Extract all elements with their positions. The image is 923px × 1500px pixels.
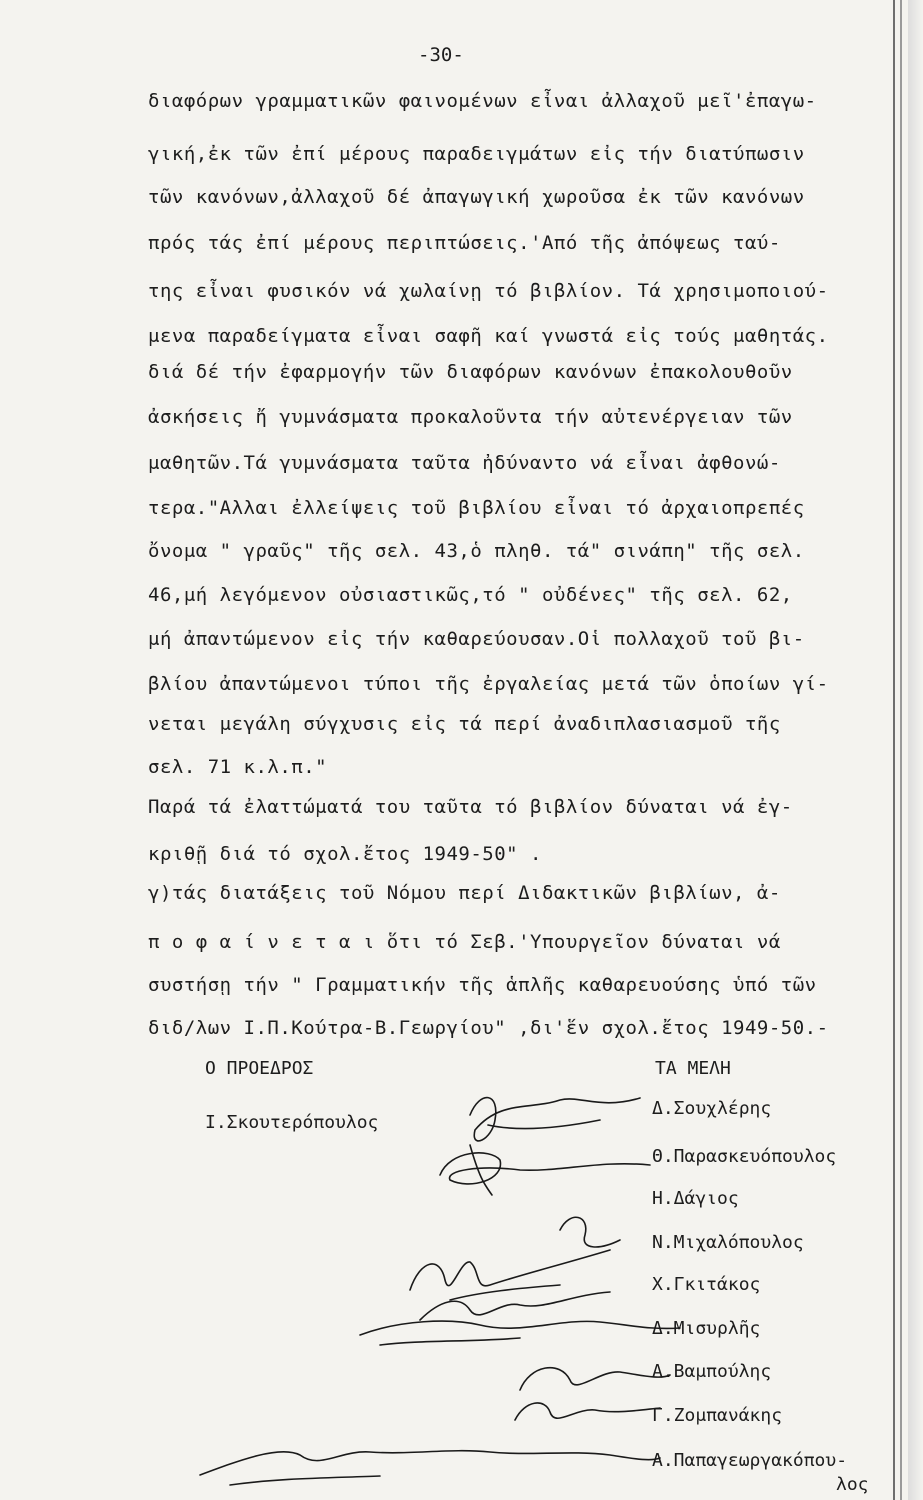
signature-vampoulis bbox=[520, 1368, 670, 1390]
body-line: συστήσῃ τήν " Γραμματικήν τῆς ἁπλῆς καθαρευούσης ὑπό τῶν bbox=[148, 974, 817, 996]
member-name: Χ.Γκιτάκος bbox=[652, 1274, 761, 1295]
member-name: Δ.Μισυρλῆς bbox=[652, 1318, 761, 1339]
signature-souchleris bbox=[470, 1098, 640, 1141]
signature-paraskevopoulos bbox=[440, 1145, 650, 1195]
body-line: διδ/λων Ι.Π.Κούτρα-Β.Γεωργίου" ,δι'ἕν σχολ.ἔτος 1949-50.- bbox=[148, 1017, 829, 1039]
member-name: Α.Βαμπούλης bbox=[652, 1361, 772, 1382]
body-line: μή ἀπαντώμενον εἰς τήν καθαρεύουσαν.Οἱ πολλαχοῦ τοῦ βι- bbox=[148, 628, 805, 650]
signature-dagios bbox=[560, 1217, 620, 1247]
signature-michalopoulos bbox=[410, 1250, 610, 1300]
signature-papageorgakopoulos bbox=[200, 1451, 660, 1485]
page-edge-line bbox=[900, 0, 902, 1500]
member-name: Η.Δάγιος bbox=[652, 1188, 739, 1209]
body-line: ἀσκήσεις ἤ γυμνάσματα προκαλοῦντα τήν αὐτενέργειαν τῶν bbox=[148, 406, 793, 428]
body-line: κριθῇ διά τό σχολ.ἔτος 1949-50" . bbox=[148, 843, 542, 865]
member-name: Ν.Μιχαλόπουλος bbox=[652, 1232, 804, 1253]
body-line: τῶν κανόνων,ἀλλαχοῦ δέ ἀπαγωγική χωροῦσα ἐκ τῶν κανόνων bbox=[148, 186, 805, 208]
body-line: βλίου ἀπαντώμενοι τύποι τῆς ἐργαλείας μετά τῶν ὁποίων γί- bbox=[148, 673, 829, 695]
body-line: μενα παραδείγματα εἶναι σαφῆ καί γνωστά εἰς τούς μαθητάς. bbox=[148, 325, 829, 347]
body-line: Παρά τά ἐλαττώματά του ταῦτα τό βιβλίον δύναται νά ἐγ- bbox=[148, 796, 793, 818]
body-line: 46,μή λεγόμενον οὐσιαστικῶς,τό " οὐδένες" τῆς σελ. 62, bbox=[148, 584, 793, 606]
body-line: διαφόρων γραμματικῶν φαινομένων εἶναι ἀλλαχοῦ μεῖ'ἐπαγω- bbox=[148, 90, 817, 112]
signature-gkitakos bbox=[420, 1292, 610, 1320]
member-name: λος bbox=[836, 1474, 869, 1495]
member-name: Α.Παπαγεωργακόπου- bbox=[652, 1450, 848, 1471]
body-line: σελ. 71 κ.λ.π." bbox=[148, 756, 328, 778]
body-line: ὄνομα " γραῦς" τῆς σελ. 43,ὁ πληθ. τά" σινάπη" τῆς σελ. bbox=[148, 540, 805, 562]
president-label: Ο ΠΡΟΕΔΡΟΣ bbox=[205, 1058, 314, 1079]
body-line: νεται μεγάλη σύγχυσις εἰς τά περί ἀναδιπλασιασμοῦ τῆς bbox=[148, 713, 781, 735]
body-line: τερα."Αλλαι ἐλλείψεις τοῦ βιβλίου εἶναι τό ἀρχαιοπρεπές bbox=[148, 497, 805, 519]
member-name: Γ.Ζομπανάκης bbox=[652, 1405, 783, 1426]
body-line: διά δέ τήν ἐφαρμογήν τῶν διαφόρων κανόνων ἐπακολουθοῦν bbox=[148, 361, 793, 383]
body-line: γική,ἐκ τῶν ἐπί μέρους παραδειγμάτων εἰς τήν διατύπωσιν bbox=[148, 143, 805, 165]
body-line: π ο φ α ί ν ε τ α ι ὅτι τό Σεβ.'Υπουργεῖον δύναται νά bbox=[148, 931, 781, 953]
president-name: Ι.Σκουτερόπουλος bbox=[205, 1112, 379, 1133]
page-number: -30- bbox=[418, 44, 464, 66]
signature-misyrlis bbox=[360, 1321, 680, 1345]
signature-zompanakis bbox=[515, 1403, 660, 1420]
body-line: πρός τάς ἐπί μέρους περιπτώσεις.'Από τῆς ἀπόψεως ταύ- bbox=[148, 232, 781, 254]
body-line: της εἶναι φυσικόν νά χωλαίνῃ τό βιβλίον. Τά χρησιμοποιού- bbox=[148, 280, 829, 302]
member-name: Θ.Παρασκευόπουλος bbox=[652, 1146, 837, 1167]
page-edge-line bbox=[893, 0, 895, 1500]
member-name: Δ.Σουχλέρης bbox=[652, 1098, 772, 1119]
members-label: ΤΑ ΜΕΛΗ bbox=[655, 1058, 731, 1079]
body-line: γ)τάς διατάξεις τοῦ Νόμου περί Διδακτικῶν βιβλίων, ἀ- bbox=[148, 882, 781, 904]
body-line: μαθητῶν.Τά γυμνάσματα ταῦτα ἠδύναντο νά εἶναι ἀφθονώ- bbox=[148, 452, 781, 474]
page-edge-shadow bbox=[908, 0, 923, 1500]
